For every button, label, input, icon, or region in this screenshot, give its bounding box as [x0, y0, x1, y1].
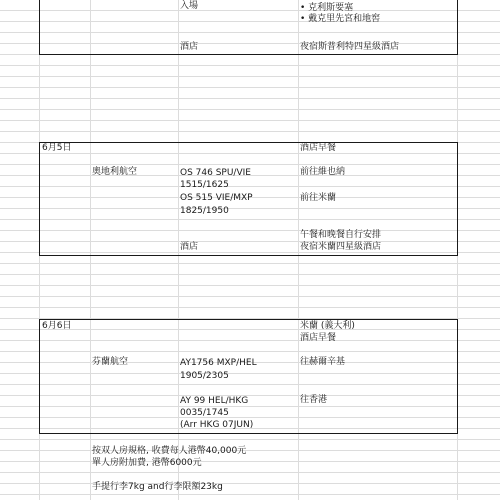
hotel-label: 酒店: [180, 42, 199, 52]
breakfast-text: 酒店早餐: [300, 143, 337, 153]
hotel-detail: 夜宿斯普利特四星級酒店: [300, 42, 400, 52]
flight-code: AY 99 HEL/HKG: [180, 396, 249, 406]
arrival-note: (Arr HKG 07JUN): [180, 420, 254, 430]
airline-name: 芬蘭航空: [92, 357, 129, 367]
city-label: 米蘭 (義大利): [300, 321, 355, 331]
sight-item: • 戴克里先宮和地窖: [300, 14, 381, 24]
flight-code: OS 515 VIE/MXP: [180, 193, 253, 203]
flight-destination: 前往米蘭: [300, 193, 337, 203]
price-single-note: 單人房附加費, 港幣6000元: [92, 458, 202, 468]
flight-destination: 前往維也納: [300, 167, 346, 177]
airline-name: 奧地利航空: [92, 167, 138, 177]
flight-time: 1825/1950: [180, 206, 229, 216]
baggage-note: 手提行李7kg and行李限額23kg: [92, 482, 223, 492]
hotel-detail: 夜宿米蘭四星級酒店: [300, 242, 382, 252]
flight-time: 1515/1625: [180, 180, 229, 190]
date-label: 6月5日: [42, 143, 72, 153]
flight-code: AY1756 MXP/HEL: [180, 358, 257, 368]
price-twin-note: 按双人房規格, 收費每人港幣40,000元: [92, 446, 247, 456]
hotel-label: 酒店: [180, 242, 199, 252]
date-label: 6月6日: [42, 321, 72, 331]
flight-destination: 往香港: [300, 395, 328, 405]
flight-destination: 往赫爾辛基: [300, 357, 346, 367]
sight-item: • 克利斯要塞: [300, 3, 354, 13]
flight-time: 1905/2305: [180, 371, 229, 381]
flight-time: 0035/1745: [180, 408, 229, 418]
meals-note: 午餐和晚餐自行安排: [300, 230, 382, 240]
breakfast-text: 酒店早餐: [300, 333, 337, 343]
entry-label: 入場: [180, 1, 199, 11]
day-block-june-6: [39, 319, 458, 434]
flight-code: OS 746 SPU/VIE: [180, 168, 251, 178]
